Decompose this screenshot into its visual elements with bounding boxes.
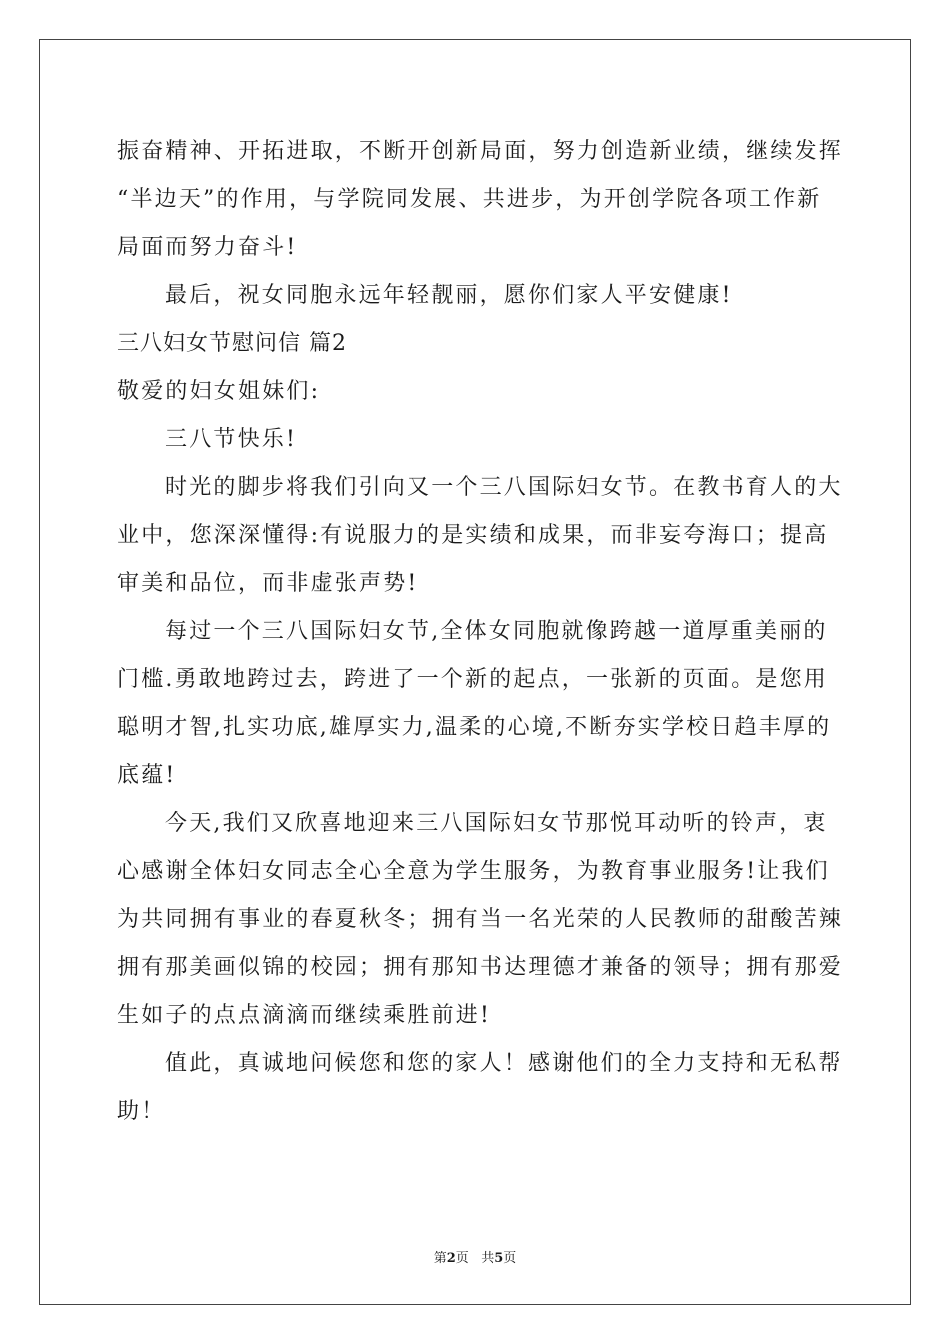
page-current: 2 xyxy=(446,1251,456,1266)
section-heading: 三八妇女节慰问信 篇2 xyxy=(117,331,347,356)
text-line: 心感谢全体妇女同志全心全意为学生服务，为教育事业服务!让我们 xyxy=(117,859,830,884)
text-line: 业中，您深深懂得:有说服力的是实绩和成果，而非妄夸海口；提高 xyxy=(117,523,829,548)
text-line: 三八节快乐! xyxy=(165,427,298,452)
page-number-footer xyxy=(0,1247,950,1266)
text-line: 底蕴! xyxy=(117,763,177,788)
text-line: 局面而努力奋斗! xyxy=(117,235,298,260)
text-line: 拥有那美画似锦的校园；拥有那知书达理德才兼备的领导；拥有那爱 xyxy=(117,955,844,980)
text-line: 审美和品位，而非虚张声势! xyxy=(117,571,419,596)
text-line: 门槛.勇敢地跨过去，跨进了一个新的起点，一张新的页面。是您用 xyxy=(117,667,828,692)
text-line: 今天,我们又欣喜地迎来三八国际妇女节那悦耳动听的铃声，衷 xyxy=(165,811,828,836)
document-body xyxy=(117,128,844,1136)
text-line: “半边天”的作用，与学院同发展、共进步，为开创学院各项工作新 xyxy=(117,187,822,212)
text-line: 为共同拥有事业的春夏秋冬；拥有当一名光荣的人民教师的甜酸苦辣 xyxy=(117,907,844,932)
text-line: 振奋精神、开拓进取，不断开创新局面，努力创造新业绩，继续发挥 xyxy=(117,139,844,164)
text-line: 时光的脚步将我们引向又一个三八国际妇女节。在教书育人的大 xyxy=(165,475,843,500)
page-total: 5 xyxy=(494,1251,504,1266)
page-mid: 页 共 xyxy=(455,1251,495,1266)
text-line: 聪明才智,扎实功底,雄厚实力,温柔的心境,不断夯实学校日趋丰厚的 xyxy=(117,715,832,740)
text-line: 最后，祝女同胞永远年轻靓丽，愿你们家人平安健康! xyxy=(165,283,733,308)
text-line: 每过一个三八国际妇女节,全体女同胞就像跨越一道厚重美丽的 xyxy=(165,619,828,644)
text-line: 助！ xyxy=(117,1099,166,1124)
page-suffix: 页 xyxy=(503,1251,517,1266)
page-prefix: 第 xyxy=(433,1251,447,1266)
text-line: 值此，真诚地问候您和您的家人！感谢他们的全力支持和无私帮 xyxy=(165,1051,843,1076)
salutation: 敬爱的妇女姐妹们: xyxy=(117,379,321,404)
text-line: 生如子的点点滴滴而继续乘胜前进! xyxy=(117,1003,492,1028)
